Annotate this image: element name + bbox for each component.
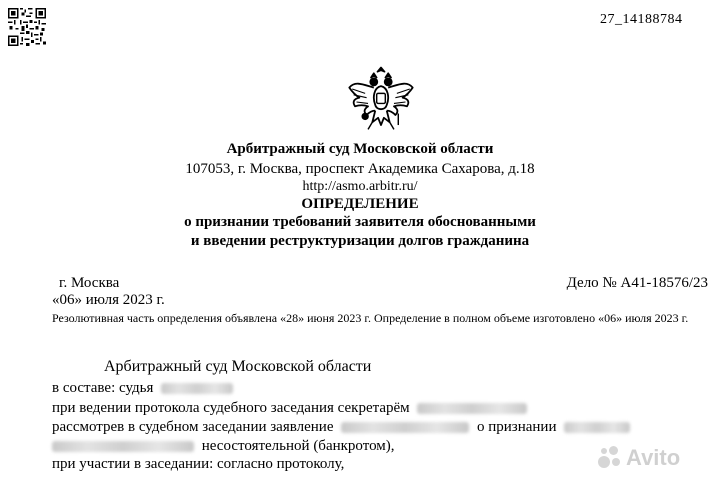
resolution-notice: Резолютивная часть определения объявлена «28» июня 2023 г. Определение в полном объеме изготовлено «06» июля 2023 г. <box>52 311 689 325</box>
court-address: 107053, г. Москва, проспект Академика Сахарова, д.18 <box>185 161 535 177</box>
redacted-secretary-name <box>417 403 527 414</box>
case-number: Дело № А41-18576/23 <box>566 275 708 291</box>
insolvency-label: несостоятельной (банкротом), <box>201 438 395 454</box>
document-date: «06» июля 2023 г. <box>52 292 165 308</box>
redacted-applicant-name <box>341 422 469 433</box>
document-subject-line2: и введении реструктуризации долгов гражданина <box>190 233 530 249</box>
avito-watermark-text: Avito <box>626 445 681 470</box>
russian-coat-of-arms-icon <box>345 66 417 138</box>
body-court-name: Арбитражный суд Московской области <box>104 358 372 375</box>
document-number: 27_14188784 <box>600 12 683 27</box>
document-subject-line1: о признании требований заявителя обоснованными <box>184 214 536 230</box>
qr-code-icon <box>8 8 46 46</box>
composition-label: в составе: судья <box>52 380 154 396</box>
avito-logo-icon <box>598 446 622 470</box>
redacted-debtor-surname <box>564 422 630 433</box>
document-type: ОПРЕДЕЛЕНИЕ <box>301 196 419 212</box>
secretary-label: при ведении протокола судебного заседания секретарём <box>52 400 410 416</box>
participation-line: при участии в заседании: согласно протоколу, <box>52 456 345 472</box>
redacted-judge-name <box>161 383 233 394</box>
application-label: рассмотрев в судебном заседании заявление <box>52 419 334 435</box>
city: г. Москва <box>59 275 120 291</box>
avito-watermark <box>598 442 706 474</box>
application-label-end: о признании <box>476 419 557 435</box>
secretary-line <box>52 400 531 417</box>
court-name: Арбитражный суд Московской области <box>226 141 494 157</box>
composition-line <box>52 380 237 397</box>
insolvency-line <box>52 438 395 455</box>
application-line <box>52 419 634 436</box>
redacted-debtor-name <box>52 441 194 452</box>
court-url[interactable]: http://asmo.arbitr.ru/ <box>302 179 418 194</box>
